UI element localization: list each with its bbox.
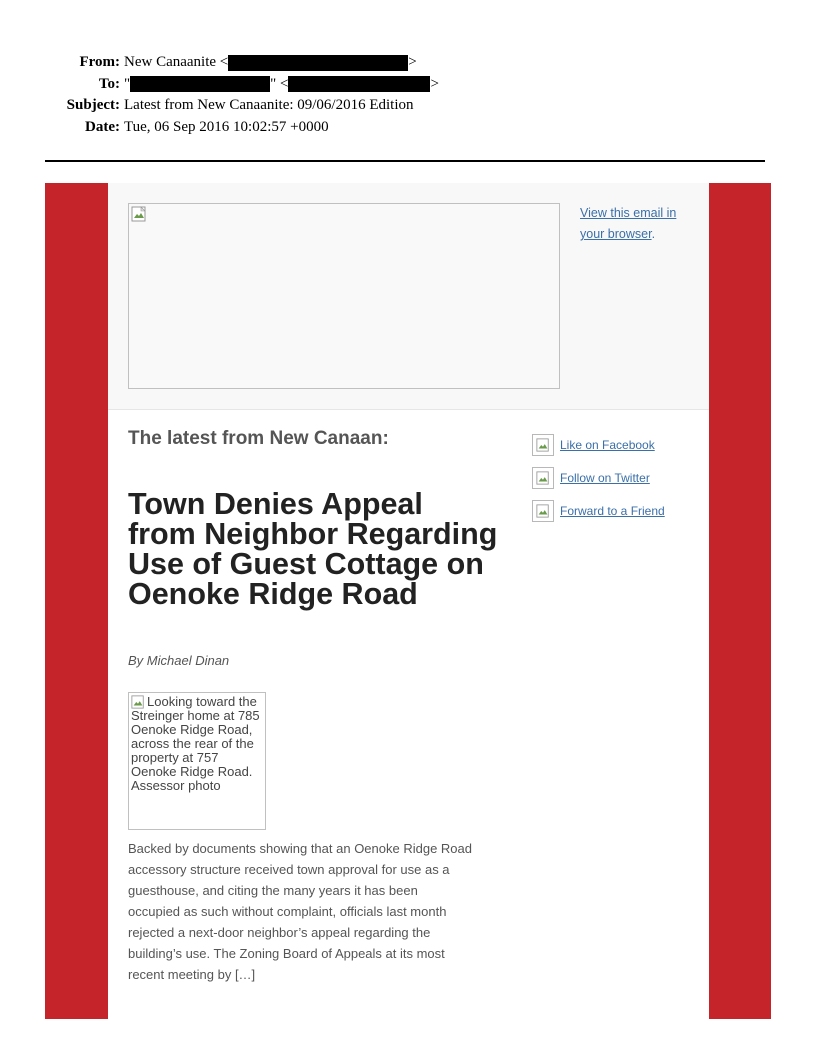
from-value: New Canaanite < > <box>124 54 417 70</box>
article-headline[interactable]: Town Denies Appeal from Neighbor Regarding Use of Guest Cottage on Oenoke Ridge Road <box>128 487 498 611</box>
redacted-to-address <box>288 76 430 92</box>
from-row <box>0 52 816 74</box>
header-divider <box>45 160 765 162</box>
view-in-browser: View this email in your browser. <box>580 206 677 241</box>
redacted-to-name <box>130 76 270 92</box>
from-label: From: <box>79 54 120 70</box>
to-label: To: <box>98 75 120 92</box>
redacted-from-address <box>228 55 408 71</box>
social-item-forward[interactable] <box>532 500 665 533</box>
social-links <box>532 434 665 533</box>
date-row <box>0 117 816 139</box>
social-item-twitter[interactable] <box>532 467 665 500</box>
broken-image-icon <box>131 206 147 222</box>
email-content <box>108 183 709 1019</box>
subject-value: Latest from New Canaanite: 09/06/2016 Edition <box>124 97 414 113</box>
forward-link[interactable]: Forward to a Friend <box>560 504 665 518</box>
article-image-alt-text: Looking toward the Streinger home at 785 Oenoke Ridge Road, across the rear of the property at 757 Oenoke Ridge Road. Assessor photo <box>131 694 260 793</box>
intro-heading: The latest from New Canaan: <box>128 428 389 449</box>
from-name: New Canaanite <box>124 54 217 70</box>
subject-label: Subject: <box>66 97 120 113</box>
date-value: Tue, 06 Sep 2016 10:02:57 +0000 <box>124 118 329 135</box>
twitter-link[interactable]: Follow on Twitter <box>560 471 650 485</box>
twitter-icon <box>532 467 554 489</box>
to-row <box>0 74 816 96</box>
article-excerpt: Backed by documents showing that an Oenoke Ridge Road accessory structure received town approval for use as a guesthouse, and citing the many years it has been occupied as such without complaint, officials last month rejected a next-door neighbor’s appeal regarding the building’s use. The Zoning Board of Appeals at its most recent meeting by […] <box>128 841 472 982</box>
to-value: " " < > <box>124 75 439 92</box>
subject-row <box>0 95 816 117</box>
facebook-link[interactable]: Like on Facebook <box>560 438 655 452</box>
social-item-facebook[interactable] <box>532 434 665 467</box>
banner-image <box>128 203 560 389</box>
email-topbar <box>108 183 709 410</box>
article-byline: By Michael Dinan <box>128 653 230 668</box>
facebook-icon <box>532 434 554 456</box>
date-label: Date: <box>85 118 120 135</box>
article-image[interactable] <box>128 692 266 830</box>
view-in-browser-link[interactable]: View this email in your browser <box>580 206 677 241</box>
forward-icon <box>532 500 554 522</box>
email-header <box>0 52 816 138</box>
